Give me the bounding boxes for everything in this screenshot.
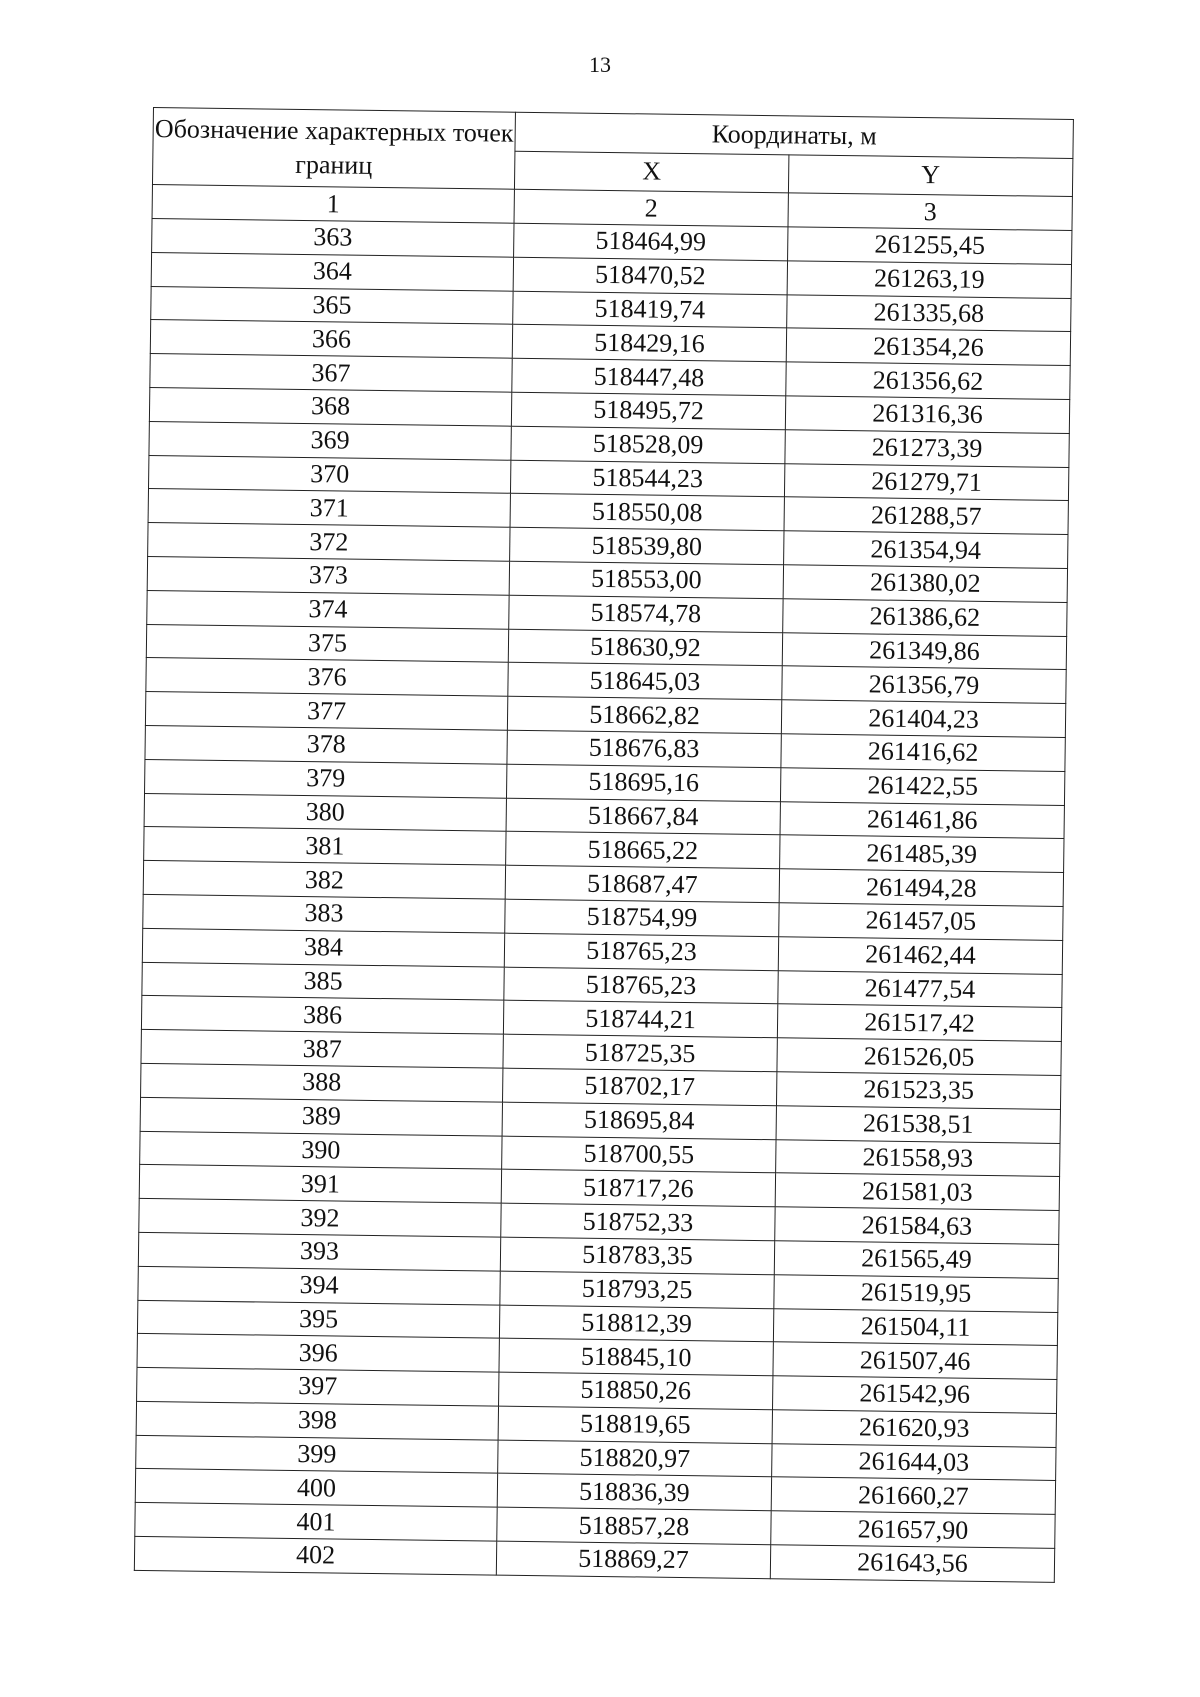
y-coordinate-cell: 261354,94 bbox=[784, 531, 1068, 569]
y-coordinate-cell: 261457,05 bbox=[779, 903, 1063, 941]
point-id-cell: 399 bbox=[136, 1435, 498, 1474]
x-coordinate-cell: 518687,47 bbox=[505, 865, 779, 902]
table-header bbox=[152, 108, 1073, 231]
point-id-cell: 365 bbox=[151, 286, 513, 325]
y-coordinate-cell: 261519,95 bbox=[774, 1274, 1058, 1312]
y-coordinate-cell: 261255,45 bbox=[788, 227, 1072, 265]
point-id-cell: 372 bbox=[148, 523, 510, 562]
x-coordinate-cell: 518793,25 bbox=[500, 1271, 774, 1308]
point-id-cell: 402 bbox=[134, 1536, 496, 1575]
y-coordinate-cell: 261422,55 bbox=[780, 768, 1064, 806]
x-coordinate-cell: 518725,35 bbox=[503, 1034, 777, 1071]
column-number-2: 2 bbox=[514, 189, 788, 227]
y-coordinate-cell: 261504,11 bbox=[773, 1308, 1057, 1346]
x-coordinate-cell: 518665,22 bbox=[506, 832, 780, 869]
point-id-cell: 376 bbox=[146, 658, 508, 697]
x-coordinate-cell: 518429,16 bbox=[512, 325, 786, 362]
y-coordinate-cell: 261494,28 bbox=[779, 869, 1063, 907]
point-id-cell: 382 bbox=[143, 861, 505, 900]
y-coordinate-cell: 261288,57 bbox=[784, 497, 1068, 535]
x-coordinate-cell: 518695,16 bbox=[506, 764, 780, 801]
point-id-cell: 389 bbox=[140, 1097, 502, 1136]
y-coordinate-cell: 261477,54 bbox=[778, 970, 1062, 1008]
point-id-cell: 368 bbox=[149, 387, 511, 426]
y-coordinate-cell: 261279,71 bbox=[784, 463, 1068, 501]
point-id-cell: 363 bbox=[152, 218, 514, 257]
point-id-cell: 384 bbox=[142, 928, 504, 967]
point-id-cell: 364 bbox=[151, 252, 513, 291]
y-coordinate-cell: 261526,05 bbox=[777, 1038, 1061, 1076]
point-id-cell: 395 bbox=[137, 1300, 499, 1339]
point-id-cell: 400 bbox=[135, 1469, 497, 1508]
point-id-cell: 369 bbox=[149, 421, 511, 460]
x-coordinate-cell: 518752,33 bbox=[501, 1203, 775, 1240]
point-id-cell: 366 bbox=[150, 320, 512, 359]
x-coordinate-cell: 518470,52 bbox=[513, 257, 787, 294]
x-coordinate-cell: 518717,26 bbox=[501, 1169, 775, 1206]
x-coordinate-cell: 518765,23 bbox=[504, 933, 778, 970]
x-coordinate-cell: 518464,99 bbox=[514, 223, 788, 260]
column-number-3: 3 bbox=[788, 193, 1072, 231]
y-coordinate-cell: 261461,86 bbox=[780, 801, 1064, 839]
y-coordinate-cell: 261356,62 bbox=[786, 362, 1070, 400]
coordinates-table bbox=[134, 107, 1074, 1583]
column-number-1: 1 bbox=[152, 184, 514, 223]
y-coordinate-cell: 261485,39 bbox=[780, 835, 1064, 873]
point-id-cell: 370 bbox=[149, 455, 511, 494]
y-coordinate-cell: 261386,62 bbox=[783, 599, 1067, 637]
y-coordinate-cell: 261558,93 bbox=[776, 1139, 1060, 1177]
y-coordinate-cell: 261335,68 bbox=[787, 294, 1071, 332]
x-coordinate-cell: 518702,17 bbox=[503, 1068, 777, 1105]
y-coordinate-cell: 261380,02 bbox=[783, 565, 1067, 603]
y-coordinate-cell: 261620,93 bbox=[772, 1410, 1056, 1448]
point-id-cell: 393 bbox=[138, 1232, 500, 1271]
x-coordinate-cell: 518819,65 bbox=[498, 1406, 772, 1443]
y-coordinate-cell: 261523,35 bbox=[776, 1072, 1060, 1110]
point-id-cell: 387 bbox=[141, 1030, 503, 1069]
point-id-cell: 396 bbox=[137, 1334, 499, 1373]
point-id-cell: 385 bbox=[142, 962, 504, 1001]
point-id-cell: 401 bbox=[135, 1503, 497, 1542]
point-id-cell: 377 bbox=[145, 692, 507, 731]
y-coordinate-cell: 261356,79 bbox=[782, 666, 1066, 704]
x-coordinate-cell: 518662,82 bbox=[507, 696, 781, 733]
y-coordinate-cell: 261273,39 bbox=[785, 430, 1069, 468]
y-coordinate-cell: 261316,36 bbox=[785, 396, 1069, 434]
point-id-cell: 380 bbox=[144, 793, 506, 832]
x-coordinate-cell: 518845,10 bbox=[499, 1338, 773, 1375]
point-id-cell: 375 bbox=[146, 624, 508, 663]
y-coordinate-cell: 261542,96 bbox=[773, 1376, 1057, 1414]
x-coordinate-cell: 518695,84 bbox=[502, 1102, 776, 1139]
x-coordinate-cell: 518419,74 bbox=[513, 291, 787, 328]
y-coordinate-cell: 261538,51 bbox=[776, 1105, 1060, 1143]
point-id-cell: 388 bbox=[141, 1063, 503, 1102]
x-coordinate-cell: 518667,84 bbox=[506, 798, 780, 835]
point-id-cell: 391 bbox=[139, 1165, 501, 1204]
x-coordinate-cell: 518783,35 bbox=[500, 1237, 774, 1274]
x-coordinate-cell: 518850,26 bbox=[499, 1372, 773, 1409]
y-coordinate-cell: 261507,46 bbox=[773, 1342, 1057, 1380]
y-coordinate-cell: 261349,86 bbox=[782, 632, 1066, 670]
point-id-cell: 371 bbox=[148, 489, 510, 528]
x-coordinate-cell: 518820,97 bbox=[498, 1440, 772, 1477]
x-coordinate-cell: 518550,08 bbox=[510, 494, 784, 531]
point-id-cell: 398 bbox=[136, 1401, 498, 1440]
y-coordinate-cell: 261660,27 bbox=[771, 1477, 1055, 1515]
x-coordinate-cell: 518744,21 bbox=[503, 1000, 777, 1037]
y-coordinate-cell: 261657,90 bbox=[771, 1511, 1055, 1549]
y-coordinate-cell: 261565,49 bbox=[774, 1241, 1058, 1279]
point-id-cell: 373 bbox=[147, 556, 509, 595]
point-id-cell: 381 bbox=[144, 827, 506, 866]
point-id-cell: 394 bbox=[138, 1266, 500, 1305]
x-coordinate-cell: 518765,23 bbox=[504, 967, 778, 1004]
coordinates-table-wrapper bbox=[134, 107, 1073, 1583]
point-id-cell: 378 bbox=[145, 725, 507, 764]
x-coordinate-cell: 518700,55 bbox=[502, 1136, 776, 1173]
x-coordinate-cell: 518528,09 bbox=[511, 426, 785, 463]
point-id-cell: 379 bbox=[145, 759, 507, 798]
x-coordinate-cell: 518869,27 bbox=[496, 1541, 770, 1578]
x-coordinate-cell: 518553,00 bbox=[509, 561, 783, 598]
point-id-cell: 397 bbox=[137, 1367, 499, 1406]
y-coordinate-cell: 261354,26 bbox=[786, 328, 1070, 366]
x-coordinate-cell: 518630,92 bbox=[508, 629, 782, 666]
point-id-cell: 386 bbox=[141, 996, 503, 1035]
header-y: Y bbox=[788, 154, 1072, 196]
y-coordinate-cell: 261263,19 bbox=[787, 261, 1071, 299]
y-coordinate-cell: 261517,42 bbox=[777, 1004, 1061, 1042]
y-coordinate-cell: 261643,56 bbox=[770, 1545, 1054, 1583]
header-x: X bbox=[514, 151, 788, 193]
point-id-cell: 392 bbox=[139, 1199, 501, 1238]
y-coordinate-cell: 261584,63 bbox=[775, 1207, 1059, 1245]
x-coordinate-cell: 518836,39 bbox=[497, 1474, 771, 1511]
x-coordinate-cell: 518574,78 bbox=[509, 595, 783, 632]
x-coordinate-cell: 518539,80 bbox=[510, 527, 784, 564]
x-coordinate-cell: 518645,03 bbox=[508, 663, 782, 700]
x-coordinate-cell: 518495,72 bbox=[511, 392, 785, 429]
point-id-cell: 374 bbox=[147, 590, 509, 629]
x-coordinate-cell: 518676,83 bbox=[507, 730, 781, 767]
table-body bbox=[134, 218, 1072, 1582]
point-id-cell: 390 bbox=[140, 1131, 502, 1170]
y-coordinate-cell: 261644,03 bbox=[772, 1443, 1056, 1481]
x-coordinate-cell: 518812,39 bbox=[499, 1305, 773, 1342]
x-coordinate-cell: 518754,99 bbox=[505, 899, 779, 936]
x-coordinate-cell: 518544,23 bbox=[510, 460, 784, 497]
y-coordinate-cell: 261416,62 bbox=[781, 734, 1065, 772]
x-coordinate-cell: 518857,28 bbox=[497, 1507, 771, 1544]
y-coordinate-cell: 261404,23 bbox=[781, 700, 1065, 738]
point-id-cell: 383 bbox=[143, 894, 505, 933]
page-number: 13 bbox=[589, 52, 611, 77]
header-boundary-points: Обозначение характерных точек границ bbox=[152, 108, 515, 190]
y-coordinate-cell: 261462,44 bbox=[778, 936, 1062, 974]
point-id-cell: 367 bbox=[150, 354, 512, 393]
header-coordinates: Координаты, м bbox=[515, 112, 1073, 158]
x-coordinate-cell: 518447,48 bbox=[512, 358, 786, 395]
y-coordinate-cell: 261581,03 bbox=[775, 1173, 1059, 1211]
